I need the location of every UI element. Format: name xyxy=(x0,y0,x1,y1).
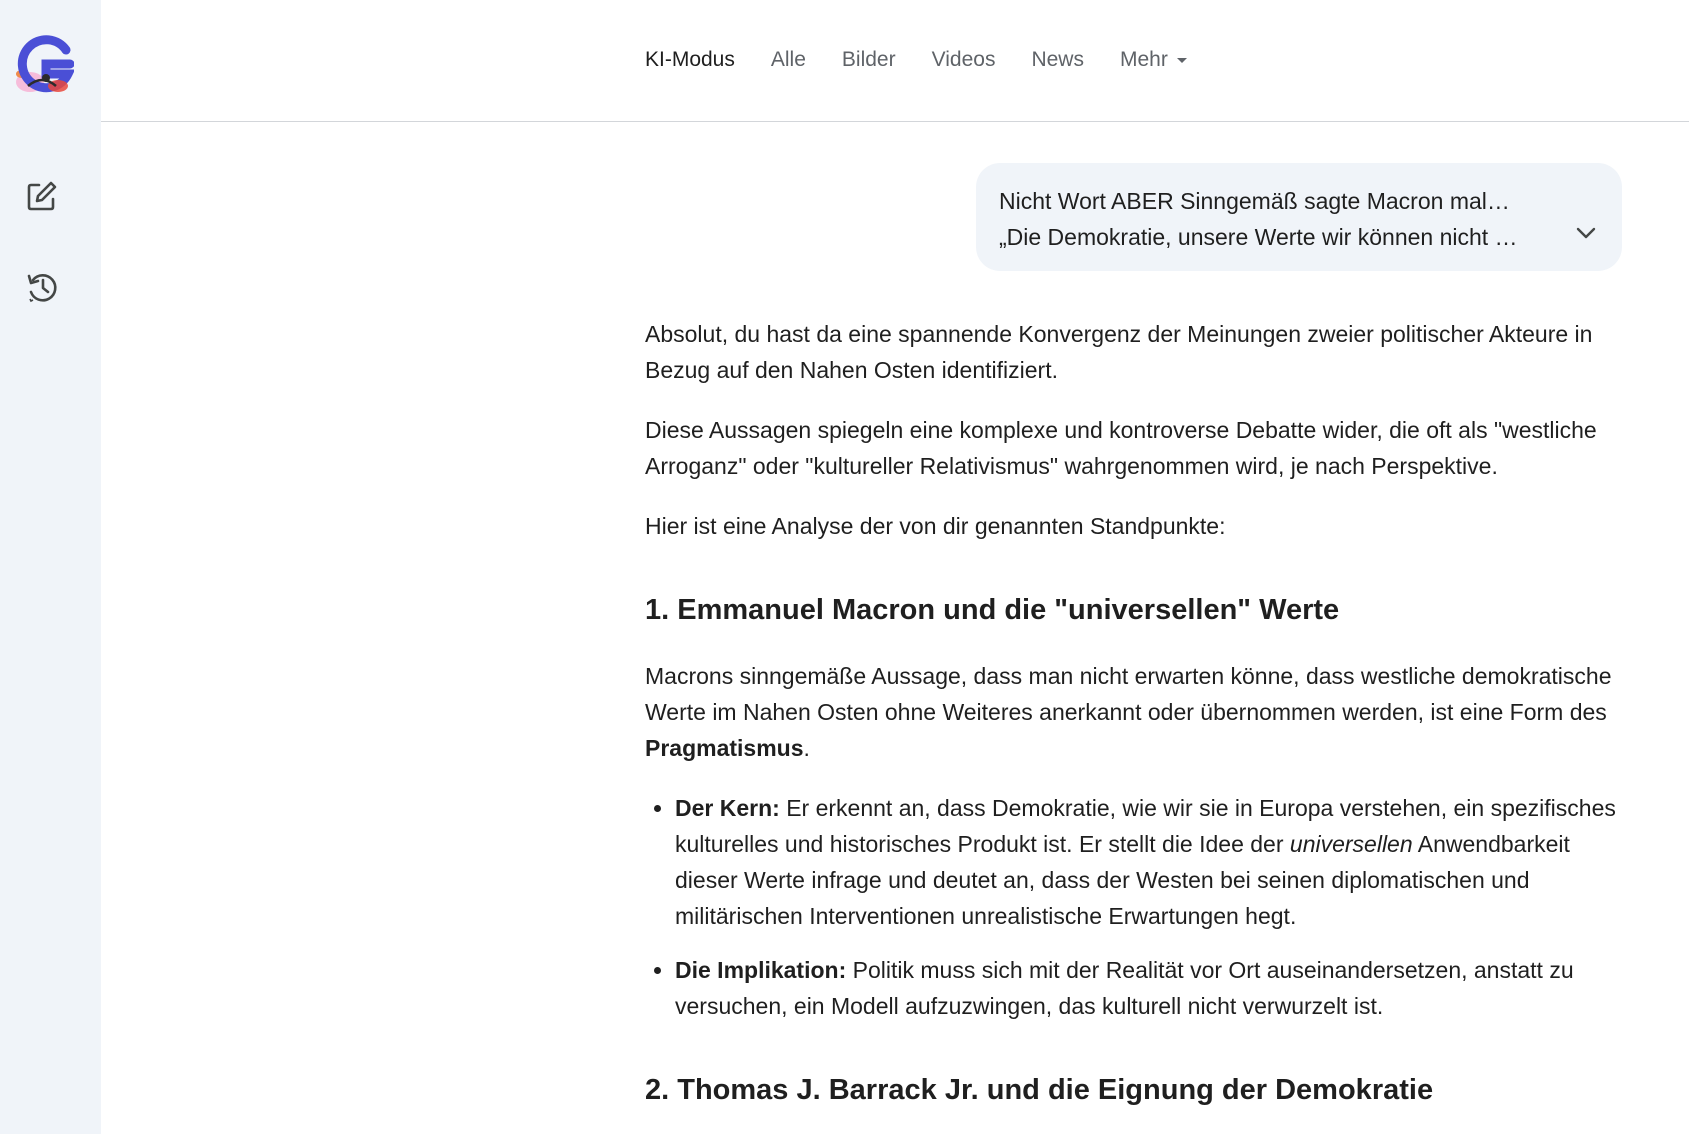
list-item xyxy=(675,790,1625,934)
chevron-down-icon xyxy=(1574,219,1598,255)
bullet-italic: universellen xyxy=(1289,831,1413,857)
section-1-end: . xyxy=(803,735,810,761)
tab-ki-modus[interactable]: KI-Modus xyxy=(645,48,735,71)
user-query-bubble xyxy=(976,163,1622,271)
second-paragraph: Diese Aussagen spiegeln eine komplexe und kontroverse Debatte wider, die oft als "westliche Arroganz" oder "kultureller Relativismus" wahrgenommen wird, je nach Perspektive. xyxy=(645,417,1597,479)
tab-mehr[interactable] xyxy=(1120,48,1187,72)
section-1-list xyxy=(645,790,1625,1024)
caret-down-icon xyxy=(1177,58,1187,63)
sidebar xyxy=(0,0,101,1134)
section-1-heading: 1. Emmanuel Macron und die "universellen" Werte xyxy=(645,594,1340,626)
section-1-text: Macrons sinngemäße Aussage, dass man nicht erwarten könne, dass westliche demokratische Werte im Nahen Osten ohne Weiteres anerkannt oder übernommen werden, ist eine Form des xyxy=(645,663,1612,725)
third-paragraph: Hier ist eine Analyse der von dir genannten Standpunkte: xyxy=(645,513,1226,539)
section-2-heading: 2. Thomas J. Barrack Jr. und die Eignung der Demokratie xyxy=(645,1074,1434,1106)
edit-icon xyxy=(25,179,59,218)
intro-paragraph: Absolut, du hast da eine spannende Konvergenz der Meinungen zweier politischer Akteure in Bezug auf den Nahen Osten identifiziert. xyxy=(645,321,1593,383)
google-g-logo-icon[interactable] xyxy=(8,34,74,96)
ai-answer xyxy=(645,316,1625,1138)
tab-videos[interactable]: Videos xyxy=(931,48,996,71)
tab-bilder[interactable]: Bilder xyxy=(841,48,896,71)
bullet-text-after: Anwendbarkeit dieser Werte infrage und deutet an, dass der Westen bei seinen diplomatischen und militärischen Interventionen unrealistische Erwartungen hegt. xyxy=(675,831,1570,929)
new-chat-button[interactable] xyxy=(20,176,64,220)
list-item xyxy=(675,952,1625,1024)
history-icon xyxy=(25,270,59,309)
query-line-2: „Die Demokratie, unsere Werte wir können nicht … xyxy=(999,224,1518,250)
bullet-label: Der Kern: xyxy=(675,795,780,821)
history-button[interactable] xyxy=(20,267,64,311)
section-1-bold: Pragmatismus xyxy=(645,735,804,761)
expand-query-button[interactable] xyxy=(1572,223,1600,251)
search-tabs xyxy=(645,48,1223,72)
query-line-1: Nicht Wort ABER Sinngemäß sagte Macron mal… xyxy=(999,188,1510,214)
bullet-text: Er erkennt an, dass Demokratie, wie wir sie in Europa verstehen, ein spezifisches kulturelles und historisches Produkt ist. Er stellt die Idee der xyxy=(675,795,1616,857)
tab-mehr-label: Mehr xyxy=(1119,48,1168,71)
tab-alle[interactable]: Alle xyxy=(770,48,806,71)
top-navigation xyxy=(101,0,1689,122)
bullet-label: Die Implikation: xyxy=(675,957,847,983)
section-1-paragraph xyxy=(645,658,1625,766)
tab-news[interactable]: News xyxy=(1031,48,1084,71)
bullet-text: Politik muss sich mit der Realität vor Ort auseinandersetzen, anstatt zu versuchen, ein Modell aufzuzwingen, das kulturell nicht verwurzelt ist. xyxy=(675,957,1574,1019)
